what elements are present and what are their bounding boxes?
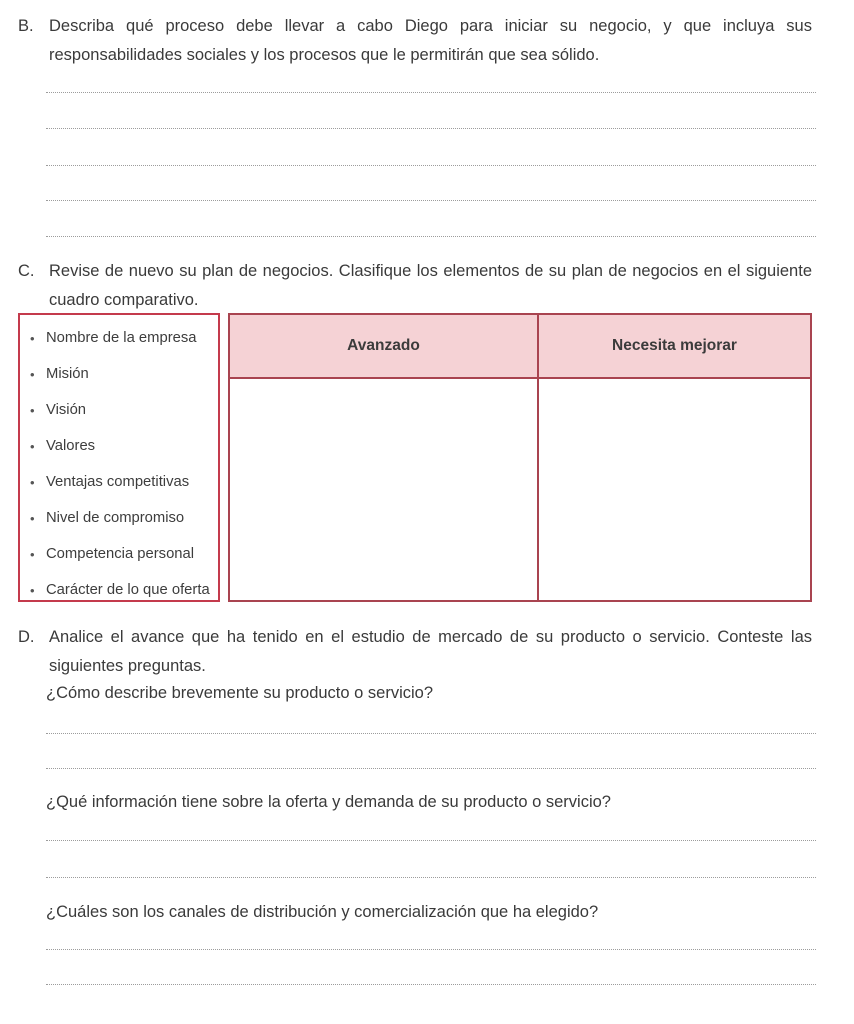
section-c-instruction: Revise de nuevo su plan de negocios. Clasifique los elementos de su plan de negocios en el siguiente cuadro comparativo. <box>49 262 812 309</box>
checklist-item <box>30 436 212 457</box>
bullet-icon: • <box>30 367 35 382</box>
column-header-necesita-mejorar: Necesita mejorar <box>612 337 737 354</box>
checklist-item <box>30 328 212 349</box>
column-header-avanzado: Avanzado <box>230 315 539 377</box>
checklist-box <box>18 313 220 602</box>
answer-line <box>46 877 816 878</box>
bullet-icon: • <box>30 511 35 526</box>
checklist-item-label: Misión <box>46 366 89 382</box>
table-cell-necesita-mejorar <box>539 379 810 600</box>
answer-line <box>46 236 816 237</box>
checklist-item <box>30 364 212 385</box>
answer-line <box>46 733 816 734</box>
checklist-item <box>30 400 212 421</box>
section-d-label: D. <box>18 628 35 646</box>
bullet-icon: • <box>30 475 35 490</box>
question-1: ¿Cómo describe brevemente su producto o servicio? <box>46 684 434 702</box>
checklist-item-label: Ventajas competitivas <box>46 474 190 490</box>
answer-line <box>46 984 816 985</box>
answer-line <box>46 840 816 841</box>
comparative-table-header-row <box>230 315 810 379</box>
section-d-instruction: Analice el avance que ha tenido en el estudio de mercado de su producto o servicio. Conteste las siguientes preguntas. <box>49 628 812 675</box>
checklist-item-label: Nombre de la empresa <box>46 330 197 346</box>
checklist-item <box>30 508 212 529</box>
answer-line <box>46 92 816 93</box>
section-d <box>18 623 812 681</box>
question-3: ¿Cuáles son los canales de distribución y comercialización que ha elegido? <box>46 903 599 921</box>
question-2: ¿Qué información tiene sobre la oferta y demanda de su producto o servicio? <box>46 793 611 811</box>
answer-line <box>46 165 816 166</box>
checklist-item-label: Competencia personal <box>46 546 195 562</box>
comparative-table-body-row <box>230 379 810 600</box>
section-b-label: B. <box>18 17 34 35</box>
bullet-icon: • <box>30 547 35 562</box>
section-b <box>18 12 812 70</box>
checklist-item <box>30 580 212 601</box>
answer-line <box>46 128 816 129</box>
bullet-icon: • <box>30 439 35 454</box>
checklist-item-label: Visión <box>46 402 87 418</box>
checklist-item-label: Nivel de compromiso <box>46 510 185 526</box>
answer-line <box>46 768 816 769</box>
checklist-item-label: Carácter de lo que oferta <box>46 582 210 598</box>
answer-line <box>46 949 816 950</box>
bullet-icon: • <box>30 403 35 418</box>
section-c <box>18 257 812 315</box>
answer-line <box>46 200 816 201</box>
checklist-item-label: Valores <box>46 438 96 454</box>
checklist-item <box>30 472 212 493</box>
bullet-icon: • <box>30 583 35 598</box>
comparative-table <box>228 313 812 602</box>
section-c-label: C. <box>18 262 35 280</box>
section-b-instruction: Describa qué proceso debe llevar a cabo Diego para iniciar su negocio, y que incluya sus responsabilidades sociales y los procesos que le permitirán que sea sólido. <box>49 17 812 64</box>
table-cell-avanzado <box>230 379 539 600</box>
bullet-icon: • <box>30 331 35 346</box>
checklist-item <box>30 544 212 565</box>
